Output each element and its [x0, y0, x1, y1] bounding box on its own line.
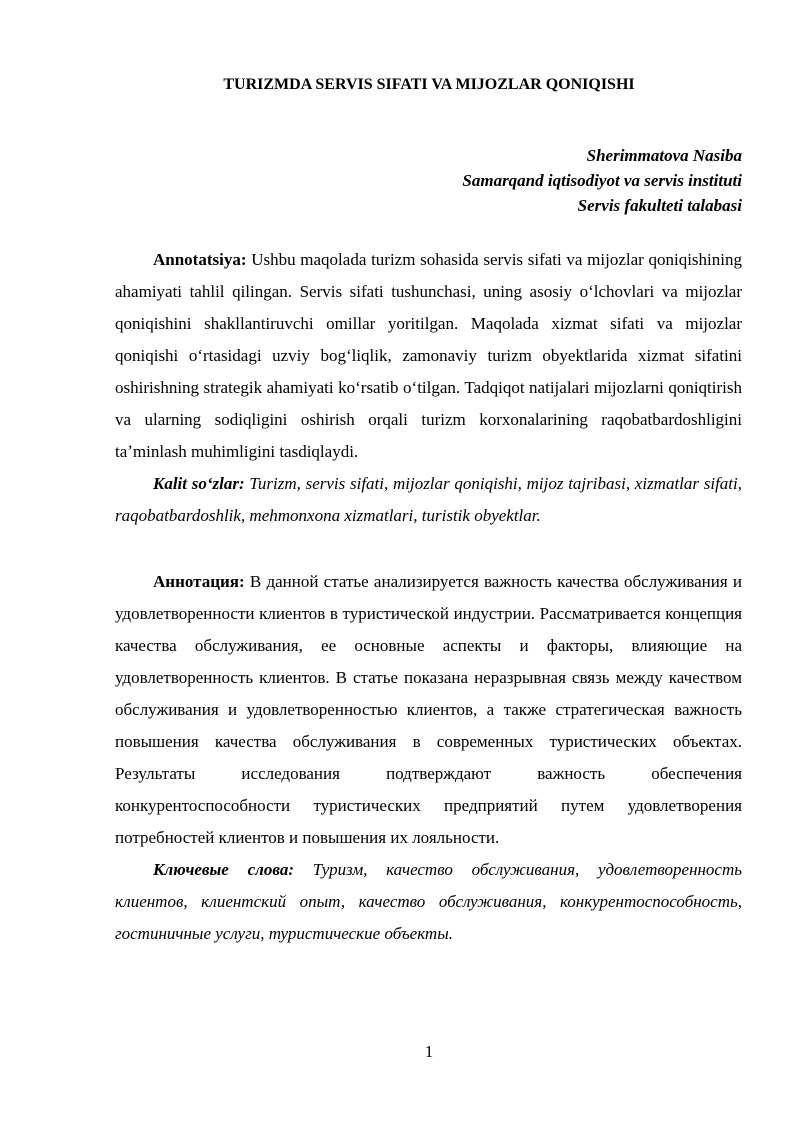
abstract-ru-label: Аннотация: — [153, 572, 245, 591]
author-name: Sherimmatova Nasiba — [586, 146, 742, 165]
author-institution: Samarqand iqtisodiyot va servis instituti — [462, 171, 742, 190]
keywords-ru-label: Ключевые слова: — [153, 860, 294, 879]
abstract-uz-section — [115, 244, 742, 532]
keywords-ru-text: Туризм, качество обслуживания, удовлетворенность клиентов, клиентский опыт, качество обслуживания, конкурентоспособность, гостиничные услуги, туристические объекты. — [115, 860, 742, 943]
page-number: 1 — [424, 1042, 434, 1061]
author-block — [462, 143, 742, 218]
keywords-uz-text: Turizm, servis sifati, mijozlar qoniqishi, mijoz tajribasi, xizmatlar sifati, raqobatbardoshlik, mehmonxona xizmatlari, turistik obyektlar. — [115, 474, 743, 525]
abstract-uz-label: Annotatsiya: — [153, 250, 247, 269]
abstract-ru-paragraph — [115, 566, 742, 854]
abstract-ru-text: В данной статье анализируется важность качества обслуживания и удовлетворенности клиентов в туристической индустрии. Рассматривается концепция качества обслуживания, ее основные аспекты и факторы, влияющие на удовлетворенность клиентов. В статье показана неразрывная связь между качеством обслуживания и удовлетворенностью клиентов, а также стратегическая важность повышения качества обслуживания в современных туристических объектах. Результаты исследования подтверждают важность обеспечения конкурентоспособности туристических предприятий путем удовлетворения потребностей клиентов и повышения их лояльности. — [115, 572, 742, 847]
author-position: Servis fakulteti talabasi — [577, 196, 742, 215]
abstract-uz-paragraph — [115, 244, 742, 468]
article-title: TURIZMDA SERVIS SIFATI VA MIJOZLAR QONIQISHI — [223, 76, 635, 93]
keywords-ru-paragraph — [115, 854, 742, 950]
keywords-uz-paragraph — [115, 468, 742, 532]
abstract-uz-text: Ushbu maqolada turizm sohasida servis sifati va mijozlar qoniqishining ahamiyati tahlil qilingan. Servis sifati tushunchasi, uning asosiy oʻlchovlari va mijozlar qoniqishini shakllantiruvchi omillar yoritilgan. Maqolada xizmat sifati va mijozlar qoniqishi oʻrtasidagi uzviy bogʻliqlik, zamonaviy turizm obyektlarida xizmat sifatini oshirishning strategik ahamiyati koʻrsatib oʻtilgan. Tadqiqot natijalari mijozlarni qoniqtirish va ularning sodiqligini oshirish orqali turizm korxonalarining raqobatbardoshligini taʼminlash muhimligini tasdiqlaydi. — [115, 250, 742, 461]
abstract-ru-section — [115, 566, 742, 950]
keywords-uz-label: Kalit soʻzlar: — [153, 474, 245, 493]
